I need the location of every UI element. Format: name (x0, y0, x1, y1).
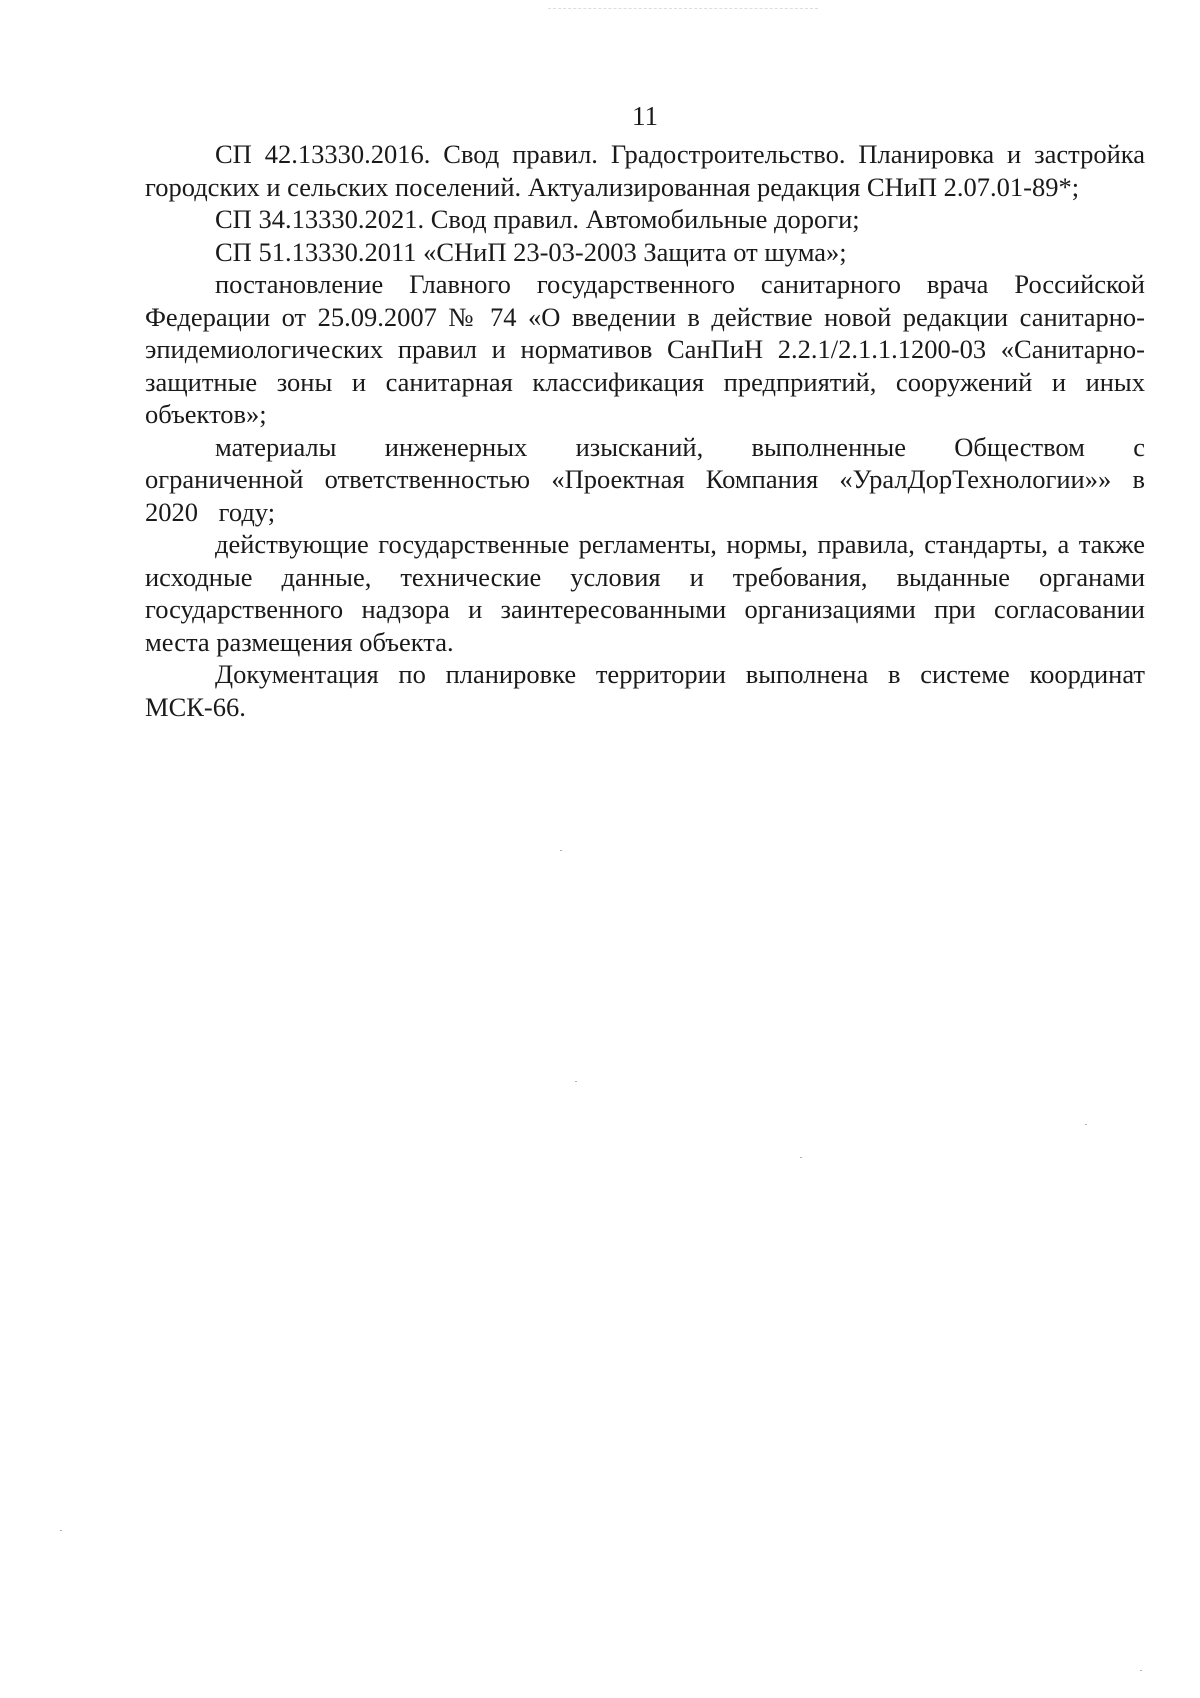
scan-artifact (548, 8, 818, 15)
paragraph-coordinate-system: Документация по планировке территории выполнена в системе координат МСК-66. (145, 659, 1145, 722)
paragraph-regulations: действующие государственные регламенты, нормы, правила, стандарты, а также исходные данные, технические условия и требования, выданные органами государственного надзора и заинтересованными организациями при согласовании места размещения объекта. (145, 529, 1145, 657)
scan-speck (575, 1081, 577, 1082)
paragraph-survey-materials: материалы инженерных изысканий, выполненные Обществом с ограниченной ответственностью «Проектная Компания «УралДорТехнологии»» в 2020 году; (145, 431, 1145, 527)
scan-speck (800, 1157, 802, 1158)
paragraph-resolution: постановление Главного государственного санитарного врача Российской Федерации от 25.09.2007 № 74 «О введении в действие новой редакции санитарно-эпидемиологических правил и нормативов СанПиН 2.2.1/2.1.1.1200-03 «Санитарно-защитные зоны и санитарная классификация предприятий, сооружений и иных объектов»; (145, 269, 1145, 429)
paragraph-sp-42: СП 42.13330.2016. Свод правил. Градостроительство. Планировка и застройка городских и сельских поселений. Актуализированная редакция СНиП 2.07.01-89*; (145, 139, 1145, 202)
paragraph-sp-34: СП 34.13330.2021. Свод правил. Автомобильные дороги; (215, 204, 860, 234)
scan-speck (60, 1530, 62, 1531)
paragraph-sp-51: СП 51.13330.2011 «СНиП 23-03-2003 Защита от шума»; (215, 236, 847, 267)
body-text (145, 138, 1145, 723)
scan-speck (1085, 1124, 1087, 1125)
scan-speck (560, 850, 562, 851)
page-number: 11 (632, 101, 658, 131)
scan-speck (1140, 1670, 1142, 1671)
